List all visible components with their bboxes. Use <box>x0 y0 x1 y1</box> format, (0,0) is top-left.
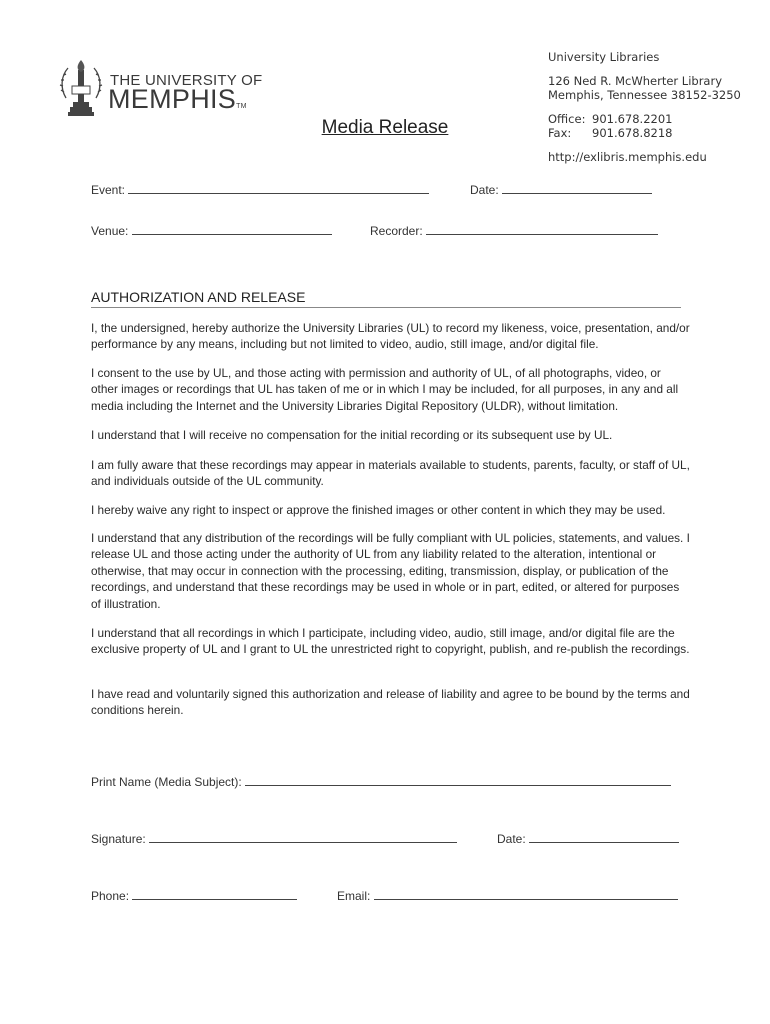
section-heading: AUTHORIZATION AND RELEASE <box>91 289 681 308</box>
office-value: 901.678.2201 <box>592 112 673 126</box>
page-title <box>0 117 770 139</box>
event-label: Event: <box>91 183 126 197</box>
office-label: Office: <box>548 112 586 126</box>
venue-field[interactable] <box>91 224 332 238</box>
signature-label: Signature: <box>91 832 146 846</box>
paragraph-2: I consent to the use by UL, and those acting with permission and authority of UL, of all photographs, video, or other images or recordings that UL has taken of me or in which I may be included, for all purposes, in any and all media including the Internet and the University Libraries Digital Repository (ULDR), without limitation. <box>91 366 679 413</box>
venue-input-line[interactable] <box>132 224 332 235</box>
print-name-field[interactable] <box>91 775 671 789</box>
page-title-text: Media Release <box>321 117 449 138</box>
paragraph-8: I have read and voluntarily signed this authorization and release of liability and agree to be bound by the terms and conditions herein. <box>91 687 690 718</box>
date-field-top[interactable] <box>470 183 652 197</box>
print-name-label: Print Name (Media Subject): <box>91 775 242 789</box>
phone-input-line[interactable] <box>132 889 297 900</box>
phone-field[interactable] <box>91 889 297 903</box>
email-input-line[interactable] <box>374 889 678 900</box>
date-label-bottom: Date: <box>497 832 526 846</box>
paragraph-4: I am fully aware that these recordings may appear in materials available to students, parents, faculty, or staff of UL, and individuals outside of the UL community. <box>91 458 690 489</box>
recorder-input-line[interactable] <box>426 224 658 235</box>
website-link[interactable]: http://exlibris.memphis.edu <box>548 150 707 164</box>
address-block <box>548 50 741 164</box>
paragraph-7: I understand that all recordings in which I participate, including video, audio, still image, and/or digital file are the exclusive property of UL and I grant to UL the unrestricted right to copyright, publish, and re-publish the recordings. <box>91 626 690 657</box>
department-name: University Libraries <box>548 50 660 64</box>
fax-label: Fax: <box>548 126 572 140</box>
fax-value: 901.678.8218 <box>592 126 673 140</box>
torch-seal-icon <box>58 58 104 122</box>
logo-memphis: MEMPHIS <box>108 84 237 114</box>
address-line-2: Memphis, Tennessee 38152-3250 <box>548 88 741 102</box>
address-line-1: 126 Ned R. McWherter Library <box>548 74 723 88</box>
date-input-line-bottom[interactable] <box>529 832 679 843</box>
paragraph-6: I understand that any distribution of the recordings will be fully compliant with UL policies, statements, and values. I release UL and those acting under the authority of UL from any liability related to the alteration, intentional or otherwise, that may occur in connection with the processing, editing, transmission, display, or publication of the recordings, and understand that these recordings may be used in whole or in part, edited, or altered for purposes of illustration. <box>91 531 690 611</box>
paragraph-1: I, the undersigned, hereby authorize the University Libraries (UL) to record my likeness, voice, presentation, and/or performance by any means, including but not limited to video, audio, still image, and/or digital file. <box>91 321 690 352</box>
venue-label: Venue: <box>91 224 129 238</box>
email-label: Email: <box>337 889 371 903</box>
recorder-label: Recorder: <box>370 224 423 238</box>
university-logo <box>58 58 263 122</box>
signature-field[interactable] <box>91 832 457 846</box>
logo-trademark: TM <box>236 103 247 110</box>
phone-label: Phone: <box>91 889 130 903</box>
date-field-bottom[interactable] <box>497 832 679 846</box>
date-input-line-top[interactable] <box>502 183 652 194</box>
event-input-line[interactable] <box>128 183 429 194</box>
event-field[interactable] <box>91 183 429 197</box>
paragraph-3: I understand that I will receive no compensation for the initial recording or its subsequent use by UL. <box>91 428 613 442</box>
print-name-input-line[interactable] <box>245 775 671 786</box>
recorder-field[interactable] <box>370 224 658 238</box>
logo-text-top: THE UNIVERSITY OF <box>110 72 263 89</box>
date-label-top: Date: <box>470 183 499 197</box>
paragraph-5: I hereby waive any right to inspect or approve the finished images or other content in which they may be used. <box>91 503 666 517</box>
email-field[interactable] <box>337 889 678 903</box>
signature-input-line[interactable] <box>149 832 457 843</box>
